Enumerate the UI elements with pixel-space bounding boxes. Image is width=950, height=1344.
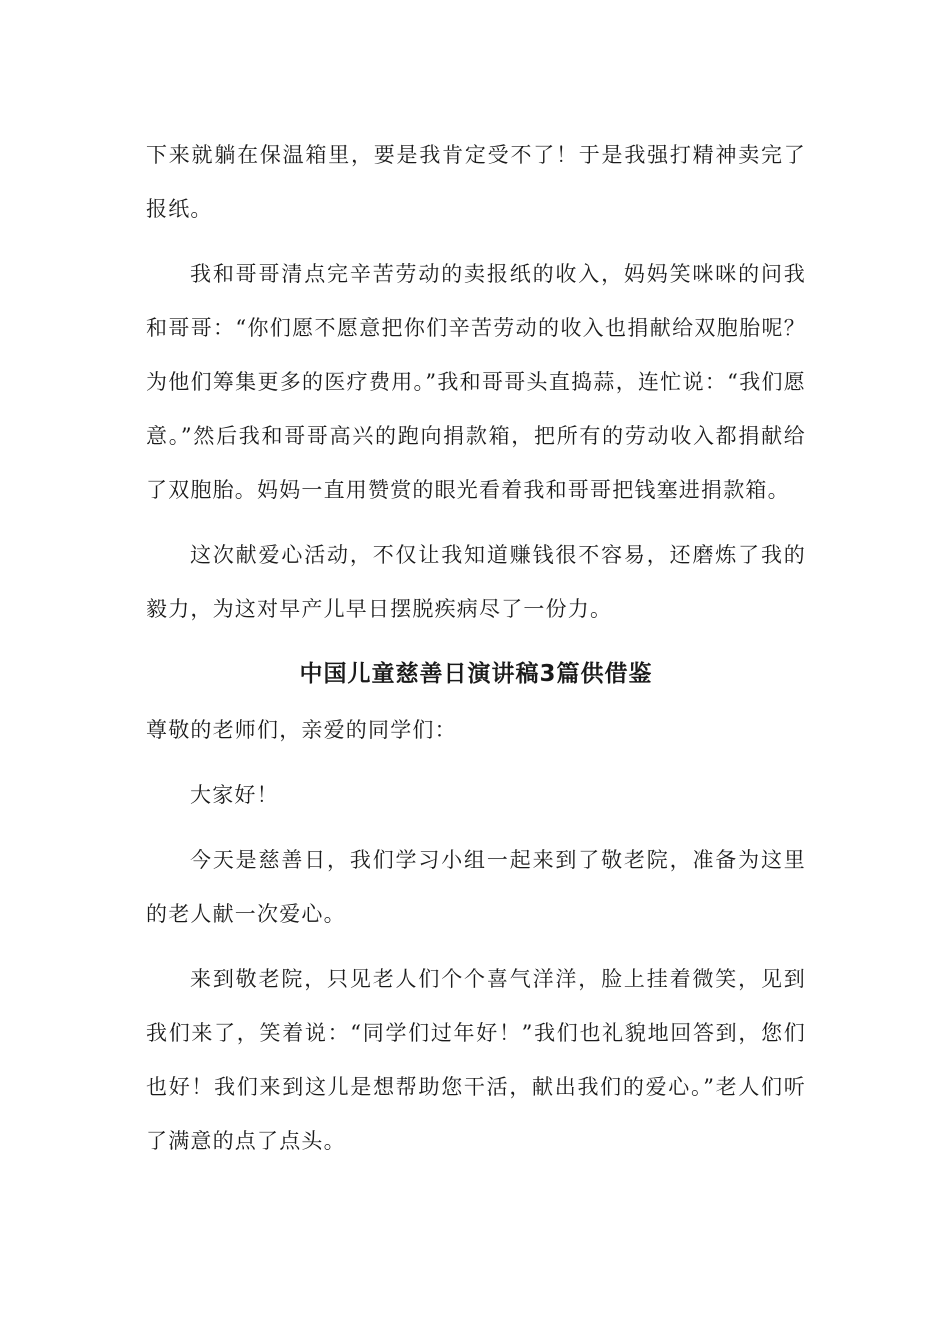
paragraph-greeting: 大家好！ — [190, 783, 279, 807]
paragraph-salutation: 尊敬的老师们，亲爱的同学们： — [146, 718, 457, 742]
paragraph-conclusion: 这次献爱心活动，不仅让我知道赚钱很不容易，还磨炼了我的毅力，为这对早产儿早日摆脱疾病尽了一份力。 — [146, 543, 806, 621]
paragraph-visit: 来到敬老院，只见老人们个个喜气洋洋，脸上挂着微笑，见到我们来了，笑着说：“同学们过年好！”我们也礼貌地回答到，您们也好！我们来到这儿是想帮助您干活，献出我们的爱心。”老人们听了满意的点了点头。 — [146, 967, 806, 1153]
section-heading: 中国儿童慈善日演讲稿3篇供借鉴 — [299, 661, 653, 687]
paragraph-intro: 今天是慈善日，我们学习小组一起来到了敬老院，准备为这里的老人献一次爱心。 — [146, 848, 806, 926]
document-body — [146, 128, 806, 1179]
paragraph-continuation: 下来就躺在保温箱里，要是我肯定受不了！于是我强打精神卖完了报纸。 — [146, 143, 806, 221]
paragraph-donation: 我和哥哥清点完辛苦劳动的卖报纸的收入，妈妈笑咪咪的问我和哥哥：“你们愿不愿意把你们辛苦劳动的收入也捐献给双胞胎呢？为他们筹集更多的医疗费用。”我和哥哥头直捣蒜，连忙说：“我们愿意。”然后我和哥哥高兴的跑向捐款箱，把所有的劳动收入都捐献给了双胞胎。妈妈一直用赞赏的眼光看着我和哥哥把钱塞进捐款箱。 — [146, 262, 806, 502]
